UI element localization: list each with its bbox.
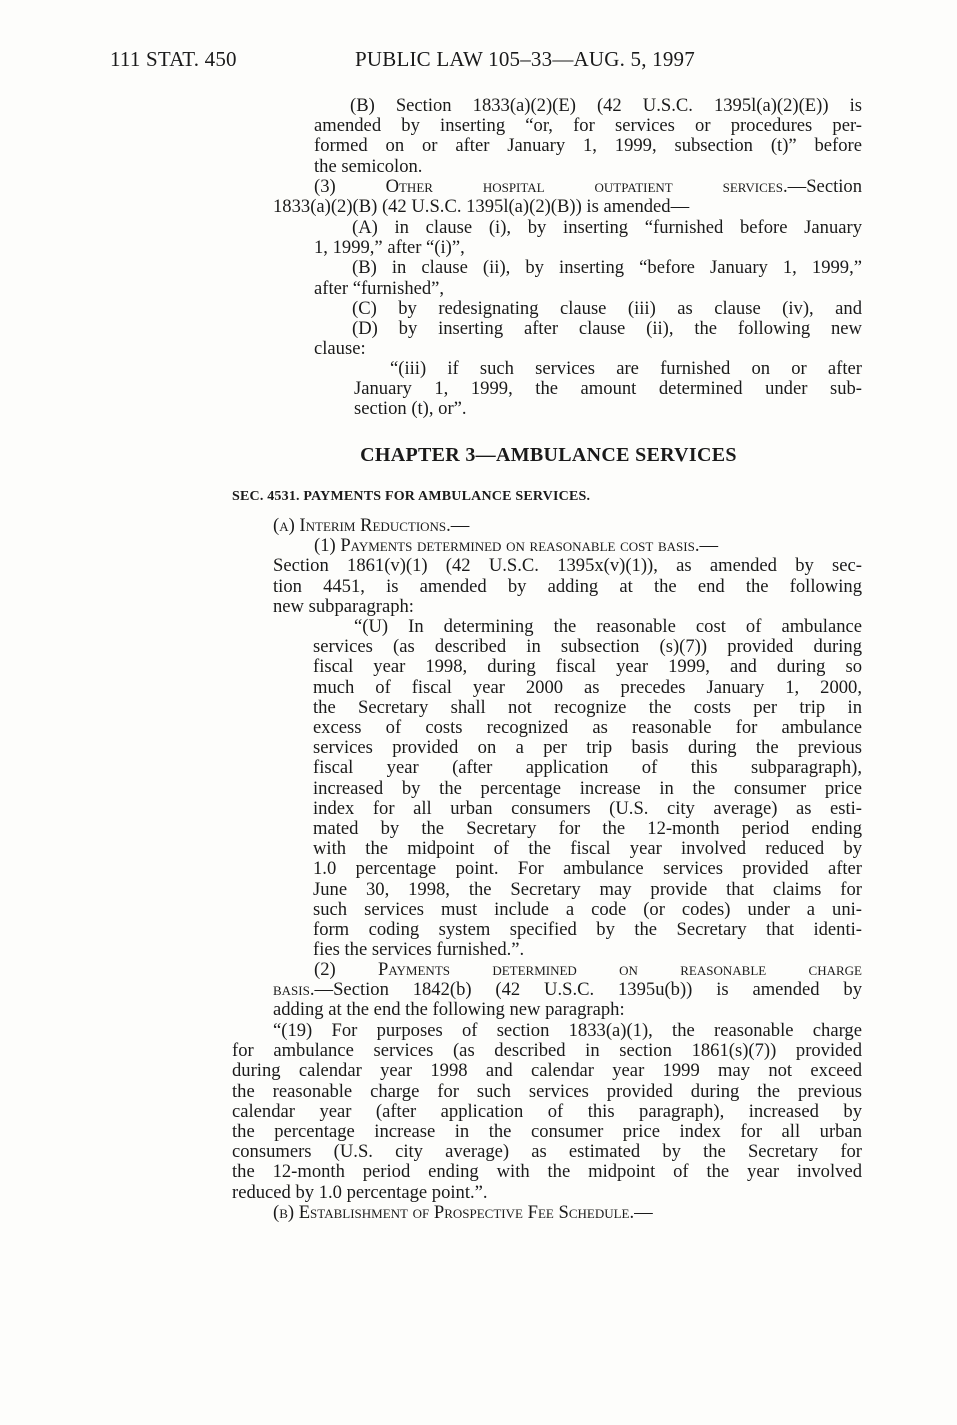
chapter-heading xyxy=(0,444,957,467)
text-line: January 1, 1999, the amount determined under sub- xyxy=(354,378,862,400)
subsection-a xyxy=(273,516,862,617)
text-line: such services must include a code (or codes) under a uni- xyxy=(313,898,862,920)
text-line: index for all urban consumers (U.S. city average) as esti- xyxy=(313,797,862,819)
text-fragment: —Section 1842(b) (42 U.S.C. 1395u(b)) is amended by xyxy=(314,979,862,1001)
subsection-b xyxy=(273,1203,862,1223)
subsection-a-heading-line xyxy=(273,516,862,536)
paragraph-1-heading-line xyxy=(273,536,862,556)
text-line: (B) in clause (ii), by inserting “before January 1, 1999,” xyxy=(352,257,862,279)
subsection-b-heading-line xyxy=(273,1203,862,1223)
public-law-title: PUBLIC LAW 105–33—AUG. 5, 1997 xyxy=(355,47,695,71)
text-line: services (as described in subsection (s)(7)) provided during xyxy=(313,636,862,658)
text-line: form coding system specified by the Secretary that identi- xyxy=(313,919,862,941)
paragraph-2-heading-cont: basis. xyxy=(273,979,315,1001)
text-line: amended by inserting “or, for services or procedures per- xyxy=(314,115,862,137)
text-fragment: —Section xyxy=(787,176,862,197)
text-line: the semicolon. xyxy=(314,155,423,177)
text-line: formed on or after January 1, 1999, subsection (t)” before xyxy=(314,135,862,157)
text-line: (C) by redesignating clause (iii) as clause (iv), and xyxy=(352,297,862,319)
inserted-clause-iii xyxy=(354,359,862,420)
text-line: fiscal year 1998, during fiscal year 1999, and during so xyxy=(313,656,862,678)
text-line: clause: xyxy=(314,338,366,360)
text-line: the Secretary shall not recognize the costs per trip in xyxy=(313,696,862,718)
text-line: the percentage increase in the consumer price index for all urban xyxy=(232,1121,862,1143)
paragraph-2-heading: (2) Payments determined on reasonable charge xyxy=(314,959,862,980)
text-line: “(iii) if such services are furnished on or after xyxy=(390,358,862,379)
section-heading: SEC. 4531. PAYMENTS FOR AMBULANCE SERVICES. xyxy=(232,489,591,504)
text-line: “(19) For purposes of section 1833(a)(1), the reasonable charge xyxy=(273,1020,862,1041)
text-line: 1833(a)(2)(B) (42 U.S.C. 1395l(a)(2)(B)) is amended— xyxy=(273,196,690,218)
text-line: consumers (U.S. city average) as estimated by the Secretary for xyxy=(232,1141,862,1163)
text-line: services provided on a per trip basis during the previous xyxy=(313,737,862,759)
text-line: Section 1861(v)(1) (42 U.S.C. 1395x(v)(1)), as amended by sec- xyxy=(273,555,862,577)
paragraph-2-line xyxy=(273,980,862,1000)
paragraph-2-heading-line xyxy=(273,960,862,980)
text-line: fies the services furnished.”. xyxy=(313,939,525,961)
paragraph-3-heading: (3) Other hospital outpatient services. xyxy=(314,176,788,197)
text-line: calendar year (after application of this paragraph), increased by xyxy=(232,1100,862,1122)
text-line: much of fiscal year 2000 as precedes January 1, 2000, xyxy=(313,676,862,698)
text-line: 1, 1999,” after “(i)”, xyxy=(314,237,465,259)
text-line: with the midpoint of the fiscal year involved reduced by xyxy=(313,838,862,860)
text-line: section (t), or”. xyxy=(354,398,467,420)
text-line: June 30, 1998, the Secretary may provide that claims for xyxy=(313,878,862,900)
subsection-b-heading: (b) Establishment of Prospective Fee Schedule.— xyxy=(273,1202,653,1223)
text-line: new subparagraph: xyxy=(273,595,414,617)
paragraph-3 xyxy=(273,177,862,217)
paragraph-b xyxy=(314,96,862,177)
text-line: (A) in clause (i), by inserting “furnished before January xyxy=(352,217,862,238)
text-line: reduced by 1.0 percentage point.”. xyxy=(232,1181,488,1203)
statute-page-number: 111 STAT. 450 xyxy=(110,47,237,71)
text-line: fiscal year (after application of this subparagraph), xyxy=(313,757,862,779)
subparagraph-u xyxy=(313,617,862,960)
paragraph-2 xyxy=(273,960,862,1021)
text-line: adding at the end the following new paragraph: xyxy=(273,999,625,1021)
text-line: (D) by inserting after clause (ii), the following new xyxy=(352,318,862,340)
subsection-a-heading: (a) Interim Reductions.— xyxy=(273,515,470,536)
text-line: “(U) In determining the reasonable cost of ambulance xyxy=(354,616,862,637)
text-line: the reasonable charge for such services provided during the previous xyxy=(232,1080,862,1102)
text-line: for ambulance services (as described in section 1861(s)(7)) provided xyxy=(232,1040,862,1062)
chapter-heading-text: CHAPTER 3—AMBULANCE SERVICES xyxy=(360,444,737,466)
text-line: the 12-month period ending with the midpoint of the year involved xyxy=(232,1161,862,1183)
text-line: during calendar year 1998 and calendar year 1999 may not exceed xyxy=(232,1060,862,1082)
paragraph-1-heading: (1) Payments determined on reasonable cost basis.— xyxy=(314,535,719,557)
text-line: (B) Section 1833(a)(2)(E) (42 U.S.C. 1395l(a)(2)(E)) is xyxy=(350,95,862,116)
text-line: mated by the Secretary for the 12-month period ending xyxy=(313,818,862,840)
paragraph-19 xyxy=(232,1021,862,1203)
text-line: after “furnished”, xyxy=(314,277,445,299)
text-line: excess of costs recognized as reasonable for ambulance xyxy=(313,717,862,739)
text-line: tion 4451, is amended by adding at the end the following xyxy=(273,575,862,597)
text-line: increased by the percentage increase in the consumer price xyxy=(313,777,862,799)
clause-list xyxy=(314,218,862,359)
text-line: 1.0 percentage point. For ambulance services provided after xyxy=(313,858,862,880)
